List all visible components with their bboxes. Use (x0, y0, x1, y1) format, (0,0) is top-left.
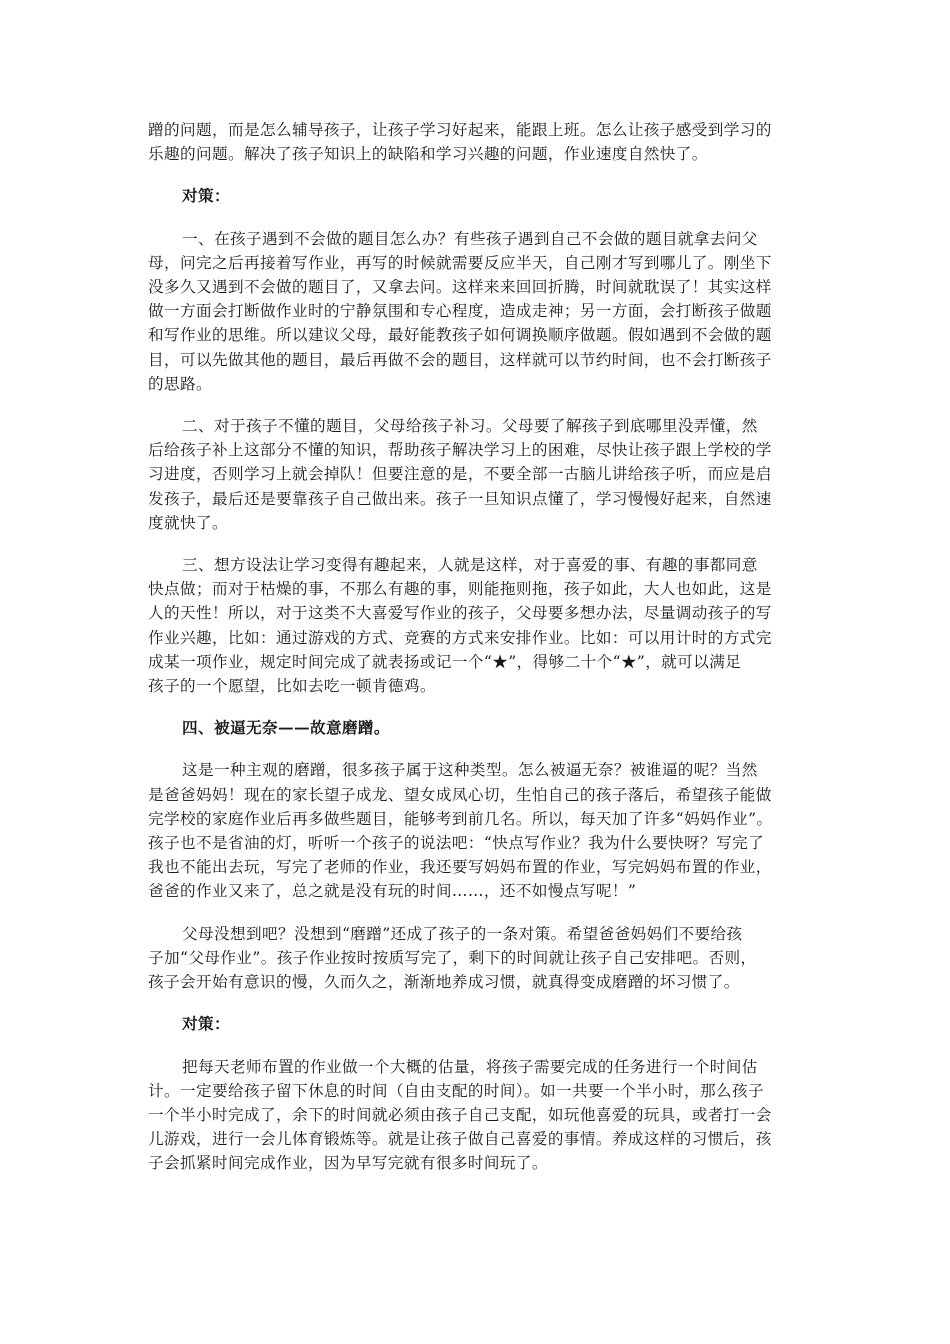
text-line: 一个半小时完成了，余下的时间就必须由孩子自己支配，如玩他喜爱的玩具，或者打一会 (148, 1105, 772, 1124)
text-line: 子会抓紧时间完成作业，因为早写完就有很多时间玩了。 (148, 1154, 548, 1173)
text-line: 三、想方设法让学习变得有趣起来，人就是这样，对于喜爱的事、有趣的事都同意 (182, 556, 758, 575)
text-line: 的思路。 (148, 374, 212, 393)
paragraph-section-four-b (148, 922, 802, 995)
text-line: 母，问完之后再接着写作业，再写的时候就需要反应半天，自己刚才写到哪儿了。刚坐下 (148, 253, 772, 272)
text-line: 儿游戏，进行一会儿体育锻炼等。就是让孩子做自己喜爱的事情。养成这样的习惯后，孩 (148, 1130, 772, 1149)
text-line: 做一方面会打断做作业时的宁静氛围和专心程度，造成走神；另一方面，会打断孩子做题 (148, 302, 772, 321)
text-line: 蹭的问题，而是怎么辅导孩子，让孩子学习好起来，能跟上班。怎么让孩子感受到学习的 (148, 121, 772, 139)
paragraph-intro (148, 118, 802, 166)
section-four-heading: 四、被逼无奈——故意磨蹭。 (182, 718, 390, 738)
countermeasure-heading: 对策： (182, 1014, 230, 1034)
text-line: 计。一定要给孩子留下休息的时间（自由支配的时间）。如一共要一个半小时，那么孩子 (148, 1081, 764, 1100)
paragraph-section-four-a (148, 758, 802, 903)
text-line: 没多久又遇到不会做的题目了，又拿去问。这样来来回回折腾，时间就耽误了！其实这样 (148, 278, 772, 297)
text-line: 习进度，否则学习上就会掉队！但要注意的是，不要全部一古脑儿讲给孩子听，而应是启 (148, 465, 772, 484)
text-line: 把每天老师布置的作业做一个大概的估量，将孩子需要完成的任务进行一个时间估 (182, 1057, 758, 1076)
text-line: 是爸爸妈妈！现在的家长望子成龙、望女成凤心切，生怕自己的孩子落后，希望孩子能做 (148, 785, 772, 804)
text-line: 乐趣的问题。解决了孩子知识上的缺陷和学习兴趣的问题，作业速度自然快了。 (148, 145, 708, 164)
text-line: 成某一项作业，规定时间完成了就表扬或记一个“★”，得够二十个“★”，就可以满足 (148, 652, 742, 671)
text-line: 目，可以先做其他的题目，最后再做不会的题目，这样就可以节约时间，也不会打断孩子 (148, 350, 772, 369)
paragraph-strategy-two (148, 414, 802, 535)
text-line: 孩子也不是省油的灯，听听一个孩子的说法吧：“快点写作业？我为什么要快呀？写完了 (148, 834, 765, 853)
paragraph-final (148, 1055, 802, 1176)
text-line: 发孩子，最后还是要靠孩子自己做出来。孩子一旦知识点懂了，学习慢慢好起来，自然速 (148, 489, 772, 508)
countermeasure-heading: 对策： (182, 186, 230, 206)
text-line: 我也不能出去玩，写完了老师的作业，我还要写妈妈布置的作业，写完妈妈布置的作业， (148, 858, 772, 877)
paragraph-strategy-one (148, 227, 802, 396)
text-line: 爸爸的作业又来了，总之就是没有玩的时间……，还不如慢点写呢！” (148, 882, 637, 901)
text-line: 父母没想到吧？没想到“磨蹭”还成了孩子的一条对策。希望爸爸妈妈们不要给孩 (182, 924, 743, 943)
text-line: 二、对于孩子不懂的题目，父母给孩子补习。父母要了解孩子到底哪里没弄懂，然 (182, 417, 758, 436)
text-line: 这是一种主观的磨蹭，很多孩子属于这种类型。怎么被逼无奈？被谁逼的呢？当然 (182, 761, 758, 780)
text-line: 一、在孩子遇到不会做的题目怎么办？有些孩子遇到自己不会做的题目就拿去问父 (182, 229, 758, 248)
text-line: 度就快了。 (148, 513, 228, 532)
text-line: 作业兴趣，比如：通过游戏的方式、竞赛的方式来安排作业。比如：可以用计时的方式完 (148, 628, 772, 647)
text-line: 后给孩子补上这部分不懂的知识，帮助孩子解决学习上的困难，尽快让孩子跟上学校的学 (148, 441, 772, 460)
paragraph-strategy-three (148, 553, 802, 698)
text-line: 和写作业的思维。所以建议父母，最好能教孩子如何调换顺序做题。假如遇到不会做的题 (148, 326, 772, 345)
text-line: 快点做；而对于枯燥的事，不那么有趣的事，则能拖则拖，孩子如此，大人也如此，这是 (148, 580, 772, 599)
text-line: 孩子会开始有意识的慢，久而久之，渐渐地养成习惯，就真得变成磨蹭的坏习惯了。 (148, 973, 740, 992)
text-line: 人的天性！所以，对于这类不大喜爱写作业的孩子，父母要多想办法，尽量调动孩子的写 (148, 604, 772, 623)
text-line: 完学校的家庭作业后再多做些题目，能够考到前几名。所以，每天加了许多“妈妈作业”。 (148, 809, 773, 828)
text-line: 子加“父母作业”。孩子作业按时按质写完了，剩下的时间就让孩子自己安排吧。否则， (148, 948, 757, 967)
document-page (148, 118, 802, 1176)
text-line: 孩子的一个愿望，比如去吃一顿肯德鸡。 (148, 677, 436, 696)
